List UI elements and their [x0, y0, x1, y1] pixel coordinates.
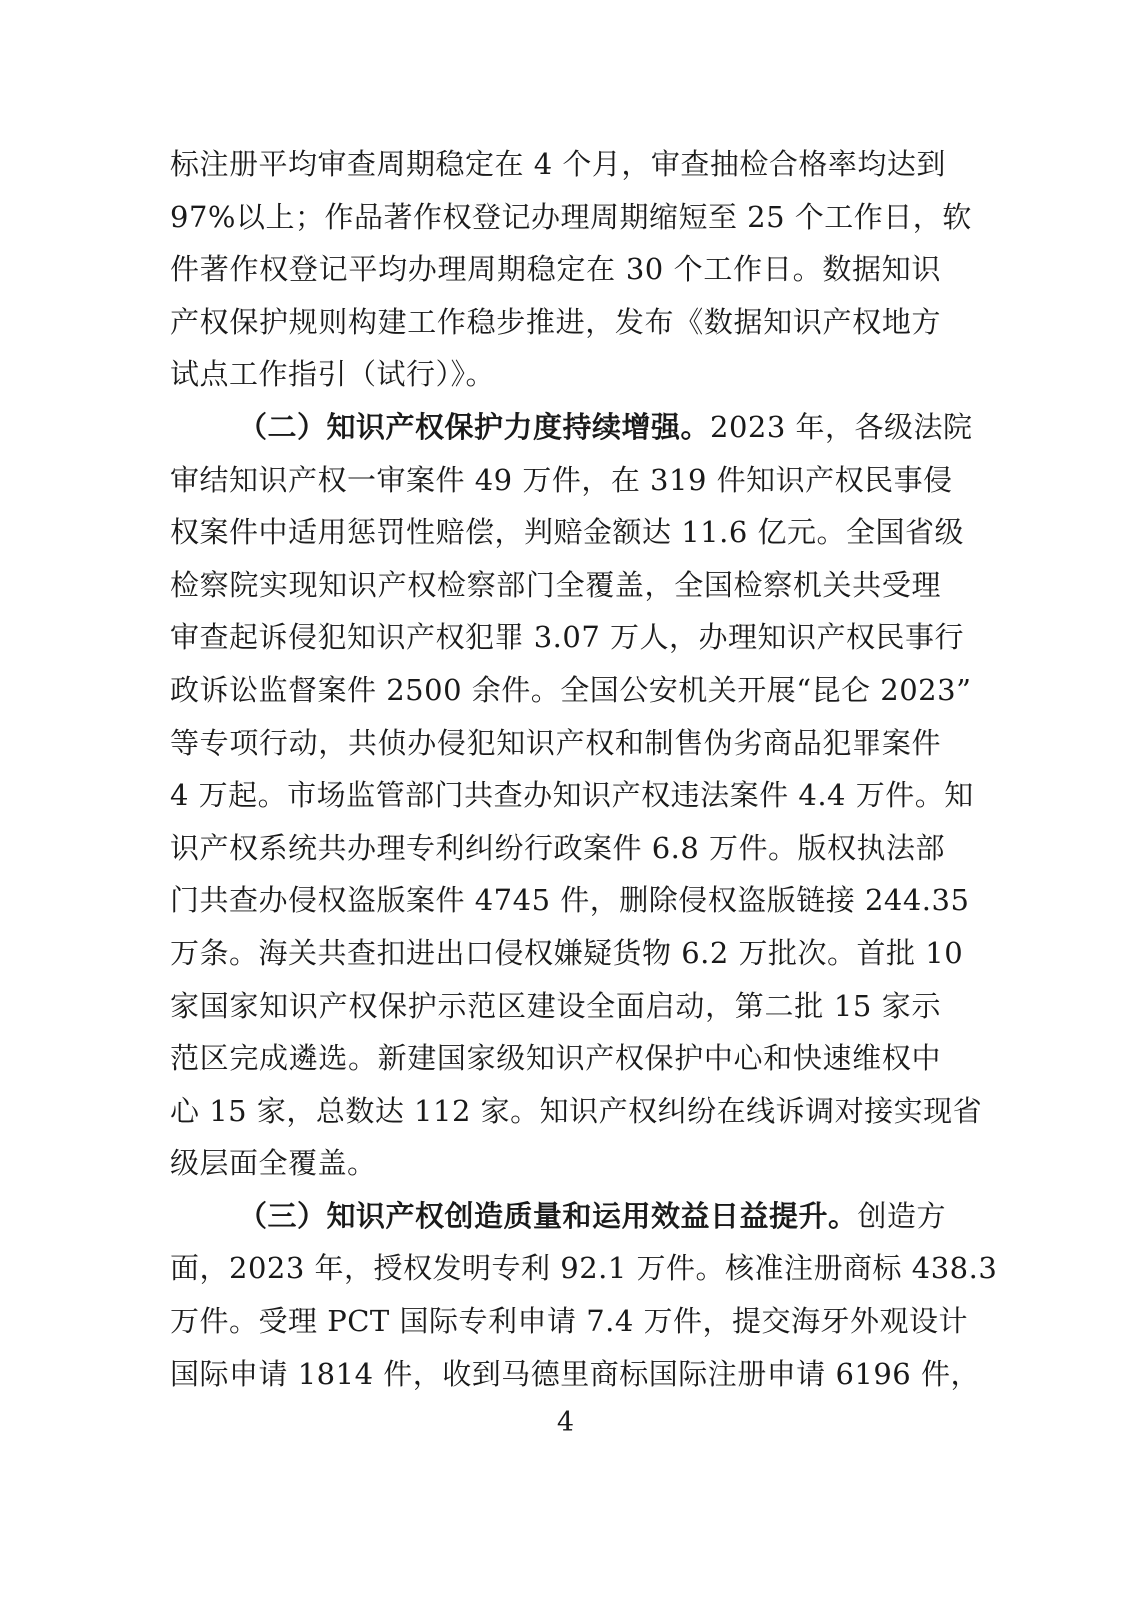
- text-line: 万条。海关共查扣进出口侵权嫌疑货物 6.2 万批次。首批 10: [170, 935, 964, 970]
- text-run: 创造方: [857, 1198, 947, 1233]
- text-line: 心 15 家，总数达 112 家。知识产权纠纷在线诉调对接实现省: [170, 1093, 983, 1128]
- text-line: 等专项行动，共侦办侵犯知识产权和制售伪劣商品犯罪案件: [170, 725, 941, 760]
- page-number: 4: [556, 1407, 575, 1438]
- text-line: 门共查办侵权盗版案件 4745 件，删除侵权盗版链接 244.35: [170, 883, 970, 918]
- text-line: 检察院实现知识产权检察部门全覆盖，全国检察机关共受理: [170, 567, 941, 602]
- text-line: 国际申请 1814 件，收到马德里商标国际注册申请 6196 件，: [170, 1356, 980, 1391]
- text-line: 件著作权登记平均办理周期稳定在 30 个工作日。数据知识: [170, 252, 941, 287]
- section-heading-line: [170, 401, 973, 454]
- text-line: 识产权系统共办理专利纠纷行政案件 6.8 万件。版权执法部: [170, 830, 946, 865]
- text-line: 97%以上；作品著作权登记办理周期缩短至 25 个工作日，软: [170, 199, 972, 234]
- text-line: 政诉讼监督案件 2500 余件。全国公安机关开展“昆仑 2023”: [170, 672, 972, 707]
- section-heading-protection: （二）知识产权保护力度持续增强。: [238, 409, 711, 444]
- text-line: 级层面全覆盖。: [170, 1146, 377, 1181]
- text-line: 产权保护规则构建工作稳步推进，发布《数据知识产权地方: [170, 304, 941, 339]
- text-line: 面，2023 年，授权发明专利 92.1 万件。核准注册商标 438.3: [170, 1251, 998, 1286]
- section-heading-creation: （三）知识产权创造质量和运用效益日益提升。: [238, 1198, 858, 1233]
- text-line: 标注册平均审查周期稳定在 4 个月，审查抽检合格率均达到: [170, 147, 946, 181]
- text-run: 2023 年，各级法院: [710, 409, 973, 444]
- text-line: 试点工作指引（试行）》。: [170, 357, 496, 392]
- text-line: 审结知识产权一审案件 49 万件，在 319 件知识产权民事侵: [170, 462, 953, 497]
- text-line: 审查起诉侵犯知识产权犯罪 3.07 万人，办理知识产权民事行: [170, 620, 965, 655]
- text-line: 范区完成遴选。新建国家级知识产权保护中心和快速维权中: [170, 1041, 941, 1076]
- text-line: 4 万起。市场监管部门共查办知识产权违法案件 4.4 万件。知: [170, 778, 974, 813]
- text-line: 万件。受理 PCT 国际专利申请 7.4 万件，提交海牙外观设计: [170, 1304, 969, 1339]
- text-line: 权案件中适用惩罚性赔偿，判赔金额达 11.6 亿元。全国省级: [170, 515, 965, 550]
- document-body: [170, 138, 998, 1400]
- text-line: 家国家知识产权保护示范区建设全面启动，第二批 15 家示: [170, 988, 941, 1023]
- section-heading-line: [170, 1190, 947, 1243]
